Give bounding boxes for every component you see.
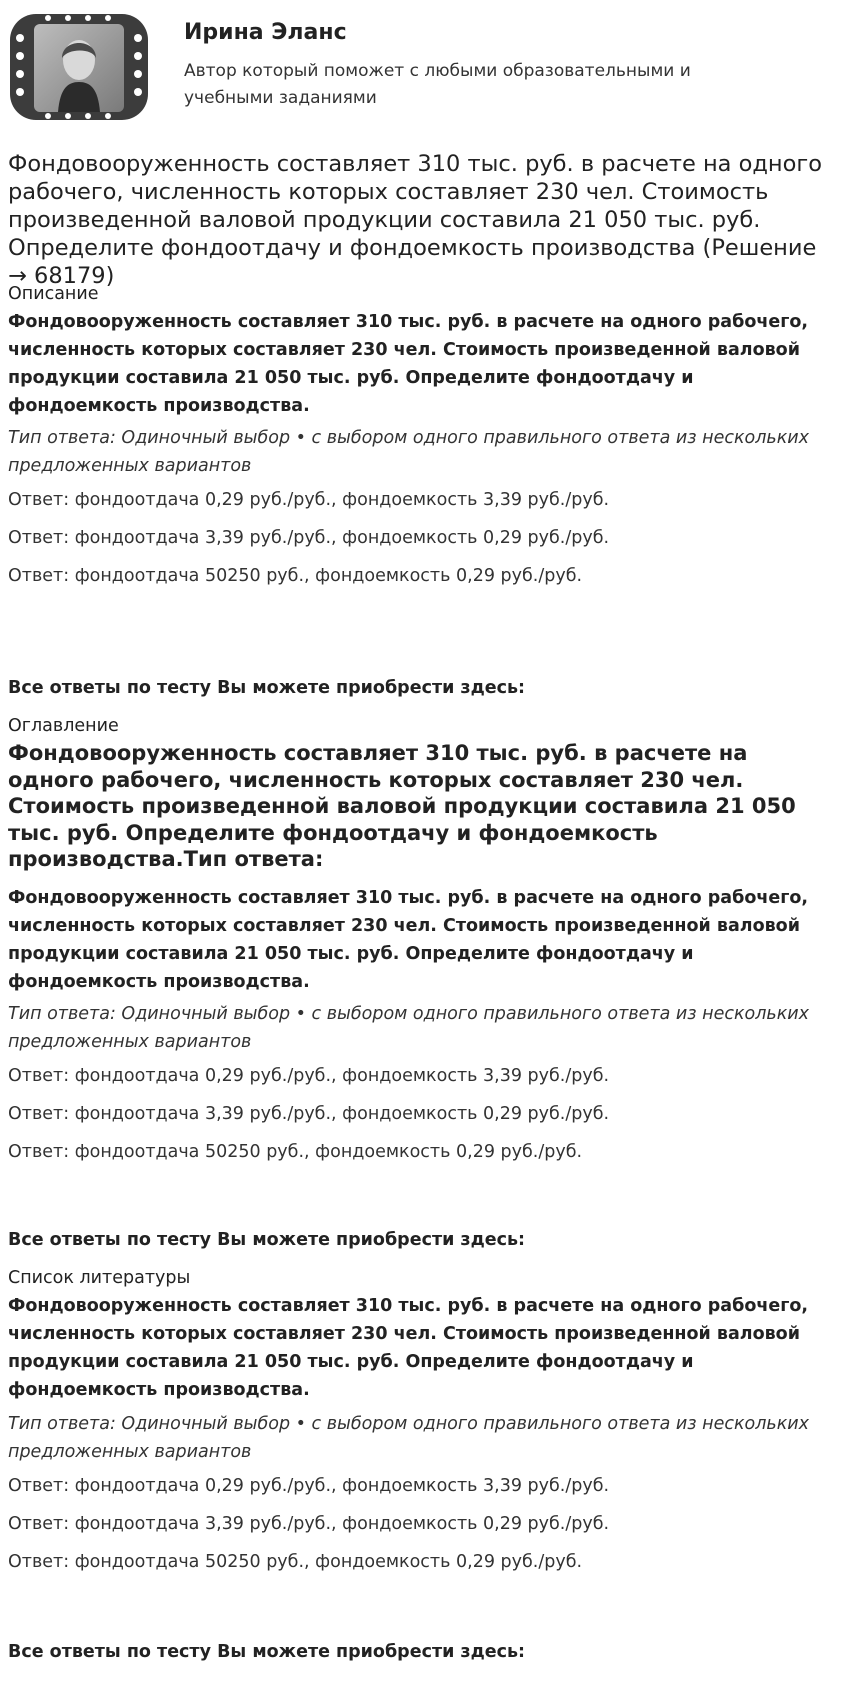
buy-answers-text: Все ответы по тесту Вы можете приобрести здесь: bbox=[8, 678, 526, 698]
answer-option: Ответ: фондоотдача 50250 руб., фондоемкость 0,29 руб./руб. bbox=[8, 1142, 583, 1162]
author-card bbox=[8, 8, 828, 128]
answer-option: Ответ: фондоотдача 0,29 руб./руб., фондоемкость 3,39 руб./руб. bbox=[8, 1066, 610, 1086]
section-label-toc: Оглавление bbox=[8, 716, 119, 736]
answer-option: Ответ: фондоотдача 50250 руб., фондоемкость 0,29 руб./руб. bbox=[8, 566, 583, 586]
answer-type: Тип ответа: Одиночный выбор • с выбором одного правильного ответа из нескольких предложенных вариантов bbox=[8, 1004, 810, 1052]
answer-option: Ответ: фондоотдача 3,39 руб./руб., фондоемкость 0,29 руб./руб. bbox=[8, 528, 610, 548]
question-text: Фондовооруженность составляет 310 тыс. руб. в расчете на одного рабочего, численность которых составляет 230 чел. Стоимость произведенной валовой продукции составила 21 050 тыс. руб. Определите фондоотдачу и фондоемкость производства. bbox=[8, 888, 809, 992]
toc-heading: Фондовооруженность составляет 310 тыс. руб. в расчете на одного рабочего, численность которых составляет 230 чел. Стоимость произведенной валовой продукции составила 21 050 тыс. руб. Определите фондоотдачу и фондоемкость производства.Тип ответа: bbox=[8, 741, 796, 871]
author-description: Автор который поможет с любыми образовательными и учебными заданиями bbox=[184, 61, 691, 108]
answer-option: Ответ: фондоотдача 3,39 руб./руб., фондоемкость 0,29 руб./руб. bbox=[8, 1104, 610, 1124]
answer-option: Ответ: фондоотдача 50250 руб., фондоемкость 0,29 руб./руб. bbox=[8, 1552, 583, 1572]
answer-option: Ответ: фондоотдача 3,39 руб./руб., фондоемкость 0,29 руб./руб. bbox=[8, 1514, 610, 1534]
question-text: Фондовооруженность составляет 310 тыс. руб. в расчете на одного рабочего, численность которых составляет 230 чел. Стоимость произведенной валовой продукции составила 21 050 тыс. руб. Определите фондоотдачу и фондоемкость производства. bbox=[8, 1296, 809, 1400]
answer-type: Тип ответа: Одиночный выбор • с выбором одного правильного ответа из нескольких предложенных вариантов bbox=[8, 428, 810, 476]
buy-answers-text: Все ответы по тесту Вы можете приобрести здесь: bbox=[8, 1230, 526, 1250]
answer-type: Тип ответа: Одиночный выбор • с выбором одного правильного ответа из нескольких предложенных вариантов bbox=[8, 1414, 810, 1462]
author-name[interactable]: Ирина Эланс bbox=[184, 20, 347, 45]
author-avatar[interactable] bbox=[8, 8, 150, 126]
page-title: Фондовооруженность составляет 310 тыс. руб. в расчете на одного рабочего, численность которых составляет 230 чел. Стоимость произведенной валовой продукции составила 21 050 тыс. руб. Определите фондоотдачу и фондоемкость производства (Решение → 68179) bbox=[8, 151, 822, 289]
buy-answers-text: Все ответы по тесту Вы можете приобрести здесь: bbox=[8, 1642, 526, 1662]
section-label-description: Описание bbox=[8, 284, 99, 304]
section-label-literature: Список литературы bbox=[8, 1268, 191, 1288]
question-text: Фондовооруженность составляет 310 тыс. руб. в расчете на одного рабочего, численность которых составляет 230 чел. Стоимость произведенной валовой продукции составила 21 050 тыс. руб. Определите фондоотдачу и фондоемкость производства. bbox=[8, 312, 809, 416]
answer-option: Ответ: фондоотдача 0,29 руб./руб., фондоемкость 3,39 руб./руб. bbox=[8, 490, 610, 510]
answer-option: Ответ: фондоотдача 0,29 руб./руб., фондоемкость 3,39 руб./руб. bbox=[8, 1476, 610, 1496]
